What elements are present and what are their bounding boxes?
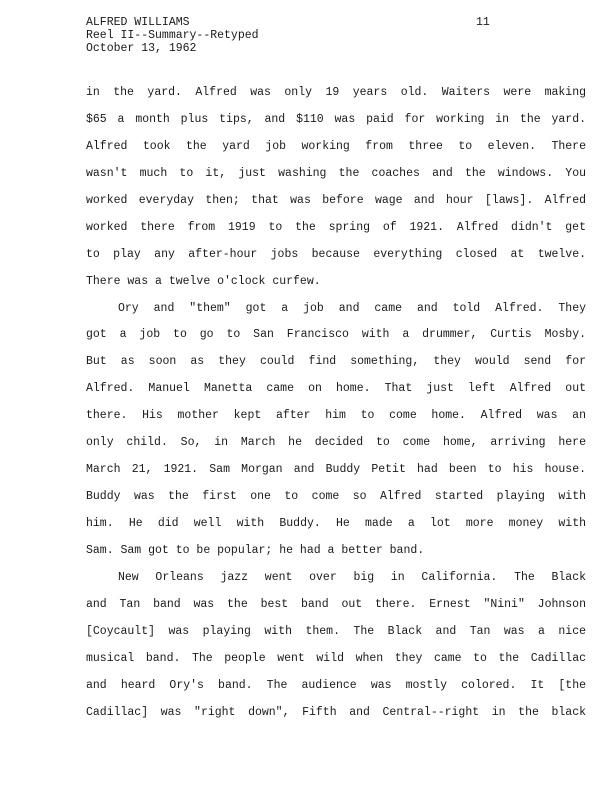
text-line: Alfred took the yard job working from three to eleven. There	[86, 139, 586, 153]
text-line: But as soon as they could find something, they would send for	[86, 355, 586, 369]
text-line: him. He did well with Buddy. He made a lot more money with	[86, 517, 586, 530]
text-line: wasn't much to it, just washing the coaches and the windows. You	[86, 166, 586, 180]
text-line: Cadillac] was "right down", Fifth and Central--right in the black	[86, 705, 586, 719]
header-reel: Reel II--Summary--Retyped	[86, 29, 259, 42]
text-line: to play any after-hour jobs because everything closed at twelve.	[86, 247, 586, 261]
text-line: [Coycault] was playing with them. The Black and Tan was a nice	[86, 624, 586, 638]
text-line: got a job to go to San Francisco with a drummer, Curtis Mosby.	[86, 328, 586, 342]
text-line: musical band. The people went wild when they came to the Cadillac	[86, 651, 586, 665]
text-line: and Tan band was the best band out there. Ernest "Nini" Johnson	[86, 597, 586, 611]
header-date: October 13, 1962	[86, 42, 197, 55]
text-line: there. His mother kept after him to come home. Alfred was an	[86, 409, 586, 423]
text-line: March 21, 1921. Sam Morgan and Buddy Petit had been to his house.	[86, 463, 586, 477]
page-number: 11	[476, 16, 490, 29]
header-name: ALFRED WILLIAMS	[86, 16, 190, 29]
text-line: worked everyday then; that was before wage and hour [laws]. Alfred	[86, 193, 586, 207]
text-line: New Orleans jazz went over big in California. The Black	[118, 570, 586, 584]
text-line: worked there from 1919 to the spring of 1921. Alfred didn't get	[86, 220, 586, 234]
text-line: only child. So, in March he decided to come home, arriving here	[86, 436, 586, 450]
text-line: There was a twelve o'clock curfew.	[86, 274, 321, 288]
text-line: in the yard. Alfred was only 19 years old. Waiters were making	[86, 86, 586, 99]
text-line: Buddy was the first one to come so Alfred started playing with	[86, 490, 586, 504]
text-line: Alfred. Manuel Manetta came on home. That just left Alfred out	[86, 382, 586, 396]
text-line: Sam. Sam got to be popular; he had a better band.	[86, 543, 425, 557]
text-line: Ory and "them" got a job and came and told Alfred. They	[118, 301, 586, 315]
body-text	[86, 80, 586, 727]
page-header	[86, 16, 259, 55]
text-line: $65 a month plus tips, and $110 was paid for working in the yard.	[86, 112, 586, 126]
text-line: and heard Ory's band. The audience was mostly colored. It [the	[86, 678, 586, 692]
